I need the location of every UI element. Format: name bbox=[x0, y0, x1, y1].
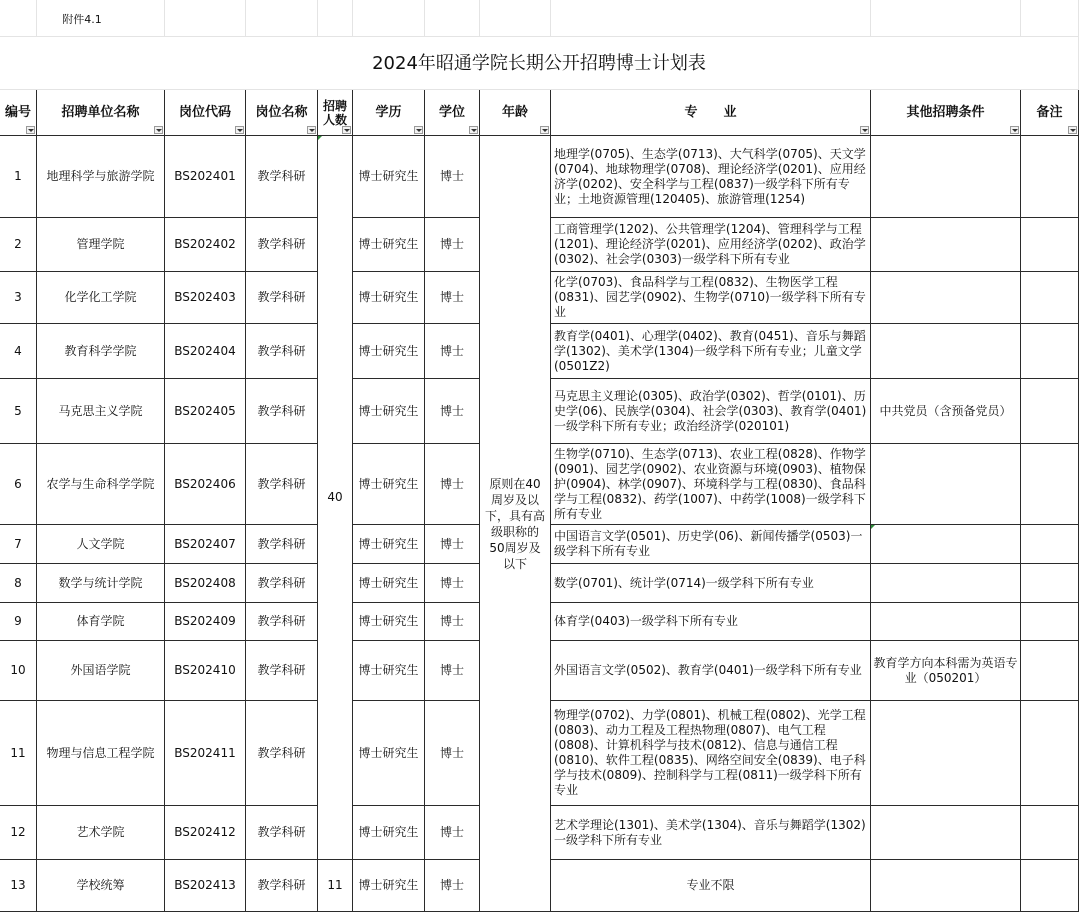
filter-dropdown-icon[interactable] bbox=[154, 126, 163, 134]
header-degree: 学位 bbox=[425, 90, 480, 136]
header-count: 招聘人数 bbox=[318, 90, 353, 136]
major-requirement: 体育学(0403)一级学科下所有专业 bbox=[551, 603, 871, 641]
blank-cell[interactable] bbox=[480, 0, 551, 37]
post-name: 教学科研 bbox=[246, 272, 318, 324]
other-conditions bbox=[871, 272, 1021, 324]
blank-cell[interactable] bbox=[1021, 0, 1079, 37]
remark bbox=[1021, 444, 1079, 525]
major-requirement: 外国语言文学(0502)、教育学(0401)一级学科下所有专业 bbox=[551, 641, 871, 701]
row-number: 8 bbox=[0, 564, 37, 603]
filter-dropdown-icon[interactable] bbox=[469, 126, 478, 134]
major-requirement: 马克思主义理论(0305)、政治学(0302)、哲学(0101)、历史学(06)、民族学(0304)、社会学(0303)、教育学(0401)一级学科下所有专业；政治经济学(020101) bbox=[551, 379, 871, 444]
education: 博士研究生 bbox=[353, 641, 425, 701]
degree: 博士 bbox=[425, 324, 480, 379]
post-name: 教学科研 bbox=[246, 806, 318, 860]
post-name: 教学科研 bbox=[246, 444, 318, 525]
remark bbox=[1021, 860, 1079, 912]
unit-name: 管理学院 bbox=[37, 218, 165, 272]
attachment-label: 附件4.1 bbox=[62, 12, 102, 26]
post-name: 教学科研 bbox=[246, 379, 318, 444]
blank-cell[interactable] bbox=[165, 0, 246, 37]
row-number: 12 bbox=[0, 806, 37, 860]
unit-name: 物理与信息工程学院 bbox=[37, 701, 165, 806]
education: 博士研究生 bbox=[353, 525, 425, 564]
row-number: 5 bbox=[0, 379, 37, 444]
post-name: 教学科研 bbox=[246, 525, 318, 564]
blank-cell[interactable] bbox=[551, 0, 871, 37]
post-code: BS202406 bbox=[165, 444, 246, 525]
comment-marker-icon bbox=[318, 136, 322, 140]
other-conditions bbox=[871, 564, 1021, 603]
degree: 博士 bbox=[425, 701, 480, 806]
education: 博士研究生 bbox=[353, 603, 425, 641]
blank-cell[interactable] bbox=[871, 0, 1021, 37]
unit-name: 人文学院 bbox=[37, 525, 165, 564]
post-code: BS202407 bbox=[165, 525, 246, 564]
post-code: BS202411 bbox=[165, 701, 246, 806]
unit-name: 马克思主义学院 bbox=[37, 379, 165, 444]
major-requirement: 中国语言文学(0501)、历史学(06)、新闻传播学(0503)一级学科下所有专业 bbox=[551, 525, 871, 564]
header-edu: 学历 bbox=[353, 90, 425, 136]
post-name: 教学科研 bbox=[246, 701, 318, 806]
degree: 博士 bbox=[425, 379, 480, 444]
filter-dropdown-icon[interactable] bbox=[26, 126, 35, 134]
post-code: BS202404 bbox=[165, 324, 246, 379]
post-code: BS202412 bbox=[165, 806, 246, 860]
table-title: 2024年昭通学院长期公开招聘博士计划表 bbox=[0, 37, 1079, 90]
filter-dropdown-icon[interactable] bbox=[860, 126, 869, 134]
header-code: 岗位代码 bbox=[165, 90, 246, 136]
post-name: 教学科研 bbox=[246, 218, 318, 272]
remark bbox=[1021, 525, 1079, 564]
unit-name: 学校统筹 bbox=[37, 860, 165, 912]
blank-cell[interactable] bbox=[425, 0, 480, 37]
comment-marker-icon bbox=[871, 525, 875, 529]
post-name: 教学科研 bbox=[246, 136, 318, 218]
degree: 博士 bbox=[425, 525, 480, 564]
post-code: BS202405 bbox=[165, 379, 246, 444]
degree: 博士 bbox=[425, 641, 480, 701]
degree: 博士 bbox=[425, 603, 480, 641]
remark bbox=[1021, 564, 1079, 603]
row-number: 11 bbox=[0, 701, 37, 806]
degree: 博士 bbox=[425, 860, 480, 912]
post-code: BS202408 bbox=[165, 564, 246, 603]
filter-dropdown-icon[interactable] bbox=[1010, 126, 1019, 134]
education: 博士研究生 bbox=[353, 444, 425, 525]
blank-cell[interactable] bbox=[0, 0, 37, 37]
other-conditions bbox=[871, 701, 1021, 806]
degree: 博士 bbox=[425, 218, 480, 272]
row-number: 1 bbox=[0, 136, 37, 218]
header-post: 岗位名称 bbox=[246, 90, 318, 136]
header-major: 专 业 bbox=[551, 90, 871, 136]
degree: 博士 bbox=[425, 444, 480, 525]
major-requirement: 教育学(0401)、心理学(0402)、教育(0451)、音乐与舞蹈学(1302)、美术学(1304)一级学科下所有专业；儿童文学(0501Z2) bbox=[551, 324, 871, 379]
unit-name: 教育科学学院 bbox=[37, 324, 165, 379]
row-number: 6 bbox=[0, 444, 37, 525]
other-conditions bbox=[871, 806, 1021, 860]
post-name: 教学科研 bbox=[246, 603, 318, 641]
row-number: 2 bbox=[0, 218, 37, 272]
row-number: 4 bbox=[0, 324, 37, 379]
major-requirement: 化学(0703)、食品科学与工程(0832)、生物医学工程(0831)、园艺学(0902)、生物学(0710)一级学科下所有专业 bbox=[551, 272, 871, 324]
blank-cell[interactable] bbox=[353, 0, 425, 37]
post-name: 教学科研 bbox=[246, 860, 318, 912]
major-requirement: 地理学(0705)、生态学(0713)、大气科学(0705)、天文学(0704)、地球物理学(0708)、理论经济学(0201)、应用经济学(0202)、安全科学与工程(0837)一级学科下所有专业；土地资源管理(120405)、旅游管理(1254) bbox=[551, 136, 871, 218]
degree: 博士 bbox=[425, 136, 480, 218]
degree: 博士 bbox=[425, 272, 480, 324]
filter-dropdown-icon[interactable] bbox=[414, 126, 423, 134]
filter-dropdown-icon[interactable] bbox=[342, 126, 351, 134]
filter-dropdown-icon[interactable] bbox=[307, 126, 316, 134]
major-requirement: 生物学(0710)、生态学(0713)、农业工程(0828)、作物学(0901)、园艺学(0902)、农业资源与环境(0903)、植物保护(0904)、林学(0907)、环境科学与工程(0830)、食品科学与工程(0832)、药学(1007)、中药学(1008)一级学科下所有专业 bbox=[551, 444, 871, 525]
post-code: BS202410 bbox=[165, 641, 246, 701]
remark bbox=[1021, 136, 1079, 218]
remark bbox=[1021, 806, 1079, 860]
blank-cell[interactable] bbox=[246, 0, 318, 37]
remark bbox=[1021, 701, 1079, 806]
remark bbox=[1021, 324, 1079, 379]
other-conditions: 教育学方向本科需为英语专业（050201） bbox=[871, 641, 1021, 701]
unit-name: 数学与统计学院 bbox=[37, 564, 165, 603]
blank-cell[interactable] bbox=[318, 0, 353, 37]
remark bbox=[1021, 641, 1079, 701]
post-name: 教学科研 bbox=[246, 324, 318, 379]
row-number: 3 bbox=[0, 272, 37, 324]
major-requirement: 艺术学理论(1301)、美术学(1304)、音乐与舞蹈学(1302)一级学科下所有专业 bbox=[551, 806, 871, 860]
post-code: BS202402 bbox=[165, 218, 246, 272]
unit-name: 外国语学院 bbox=[37, 641, 165, 701]
major-requirement: 数学(0701)、统计学(0714)一级学科下所有专业 bbox=[551, 564, 871, 603]
age-requirement: 原则在40周岁及以下，具有高级职称的50周岁及以下 bbox=[480, 136, 551, 912]
major-requirement: 物理学(0702)、力学(0801)、机械工程(0802)、光学工程(0803)、动力工程及工程热物理(0807)、电气工程(0808)、计算机科学与技术(0812)、信息与通信工程(0810)、软件工程(0835)、网络空间安全(0839)、电子科学与技术(0809)、控制科学与工程(0811)一级学科下所有专业 bbox=[551, 701, 871, 806]
recruit-count-merged: 40 bbox=[318, 136, 353, 860]
remark bbox=[1021, 218, 1079, 272]
filter-dropdown-icon[interactable] bbox=[1068, 126, 1077, 134]
education: 博士研究生 bbox=[353, 564, 425, 603]
post-code: BS202409 bbox=[165, 603, 246, 641]
education: 博士研究生 bbox=[353, 860, 425, 912]
other-conditions bbox=[871, 860, 1021, 912]
header-unit: 招聘单位名称 bbox=[37, 90, 165, 136]
degree: 博士 bbox=[425, 806, 480, 860]
education: 博士研究生 bbox=[353, 379, 425, 444]
unit-name: 艺术学院 bbox=[37, 806, 165, 860]
education: 博士研究生 bbox=[353, 701, 425, 806]
post-code: BS202403 bbox=[165, 272, 246, 324]
row-number: 7 bbox=[0, 525, 37, 564]
education: 博士研究生 bbox=[353, 136, 425, 218]
degree: 博士 bbox=[425, 564, 480, 603]
row-number: 9 bbox=[0, 603, 37, 641]
education: 博士研究生 bbox=[353, 324, 425, 379]
other-conditions bbox=[871, 324, 1021, 379]
post-code: BS202413 bbox=[165, 860, 246, 912]
other-conditions bbox=[871, 218, 1021, 272]
major-requirement: 工商管理学(1202)、公共管理学(1204)、管理科学与工程(1201)、理论经济学(0201)、应用经济学(0202)、政治学(0302)、社会学(0303)一级学科下所有专业 bbox=[551, 218, 871, 272]
row-number: 10 bbox=[0, 641, 37, 701]
unit-name: 体育学院 bbox=[37, 603, 165, 641]
remark bbox=[1021, 379, 1079, 444]
other-conditions bbox=[871, 136, 1021, 218]
major-requirement: 专业不限 bbox=[551, 860, 871, 912]
recruit-count: 11 bbox=[318, 860, 353, 912]
post-name: 教学科研 bbox=[246, 641, 318, 701]
education: 博士研究生 bbox=[353, 806, 425, 860]
header-other: 其他招聘条件 bbox=[871, 90, 1021, 136]
other-conditions bbox=[871, 603, 1021, 641]
other-conditions bbox=[871, 444, 1021, 525]
header-remark: 备注 bbox=[1021, 90, 1079, 136]
post-name: 教学科研 bbox=[246, 564, 318, 603]
header-no: 编号 bbox=[0, 90, 37, 136]
education: 博士研究生 bbox=[353, 218, 425, 272]
remark bbox=[1021, 272, 1079, 324]
filter-dropdown-icon[interactable] bbox=[235, 126, 244, 134]
unit-name: 化学化工学院 bbox=[37, 272, 165, 324]
unit-name: 农学与生命科学学院 bbox=[37, 444, 165, 525]
unit-name: 地理科学与旅游学院 bbox=[37, 136, 165, 218]
filter-dropdown-icon[interactable] bbox=[540, 126, 549, 134]
other-conditions bbox=[871, 525, 1021, 564]
post-code: BS202401 bbox=[165, 136, 246, 218]
header-age: 年龄 bbox=[480, 90, 551, 136]
remark bbox=[1021, 603, 1079, 641]
education: 博士研究生 bbox=[353, 272, 425, 324]
row-number: 13 bbox=[0, 860, 37, 912]
other-conditions: 中共党员（含预备党员） bbox=[871, 379, 1021, 444]
